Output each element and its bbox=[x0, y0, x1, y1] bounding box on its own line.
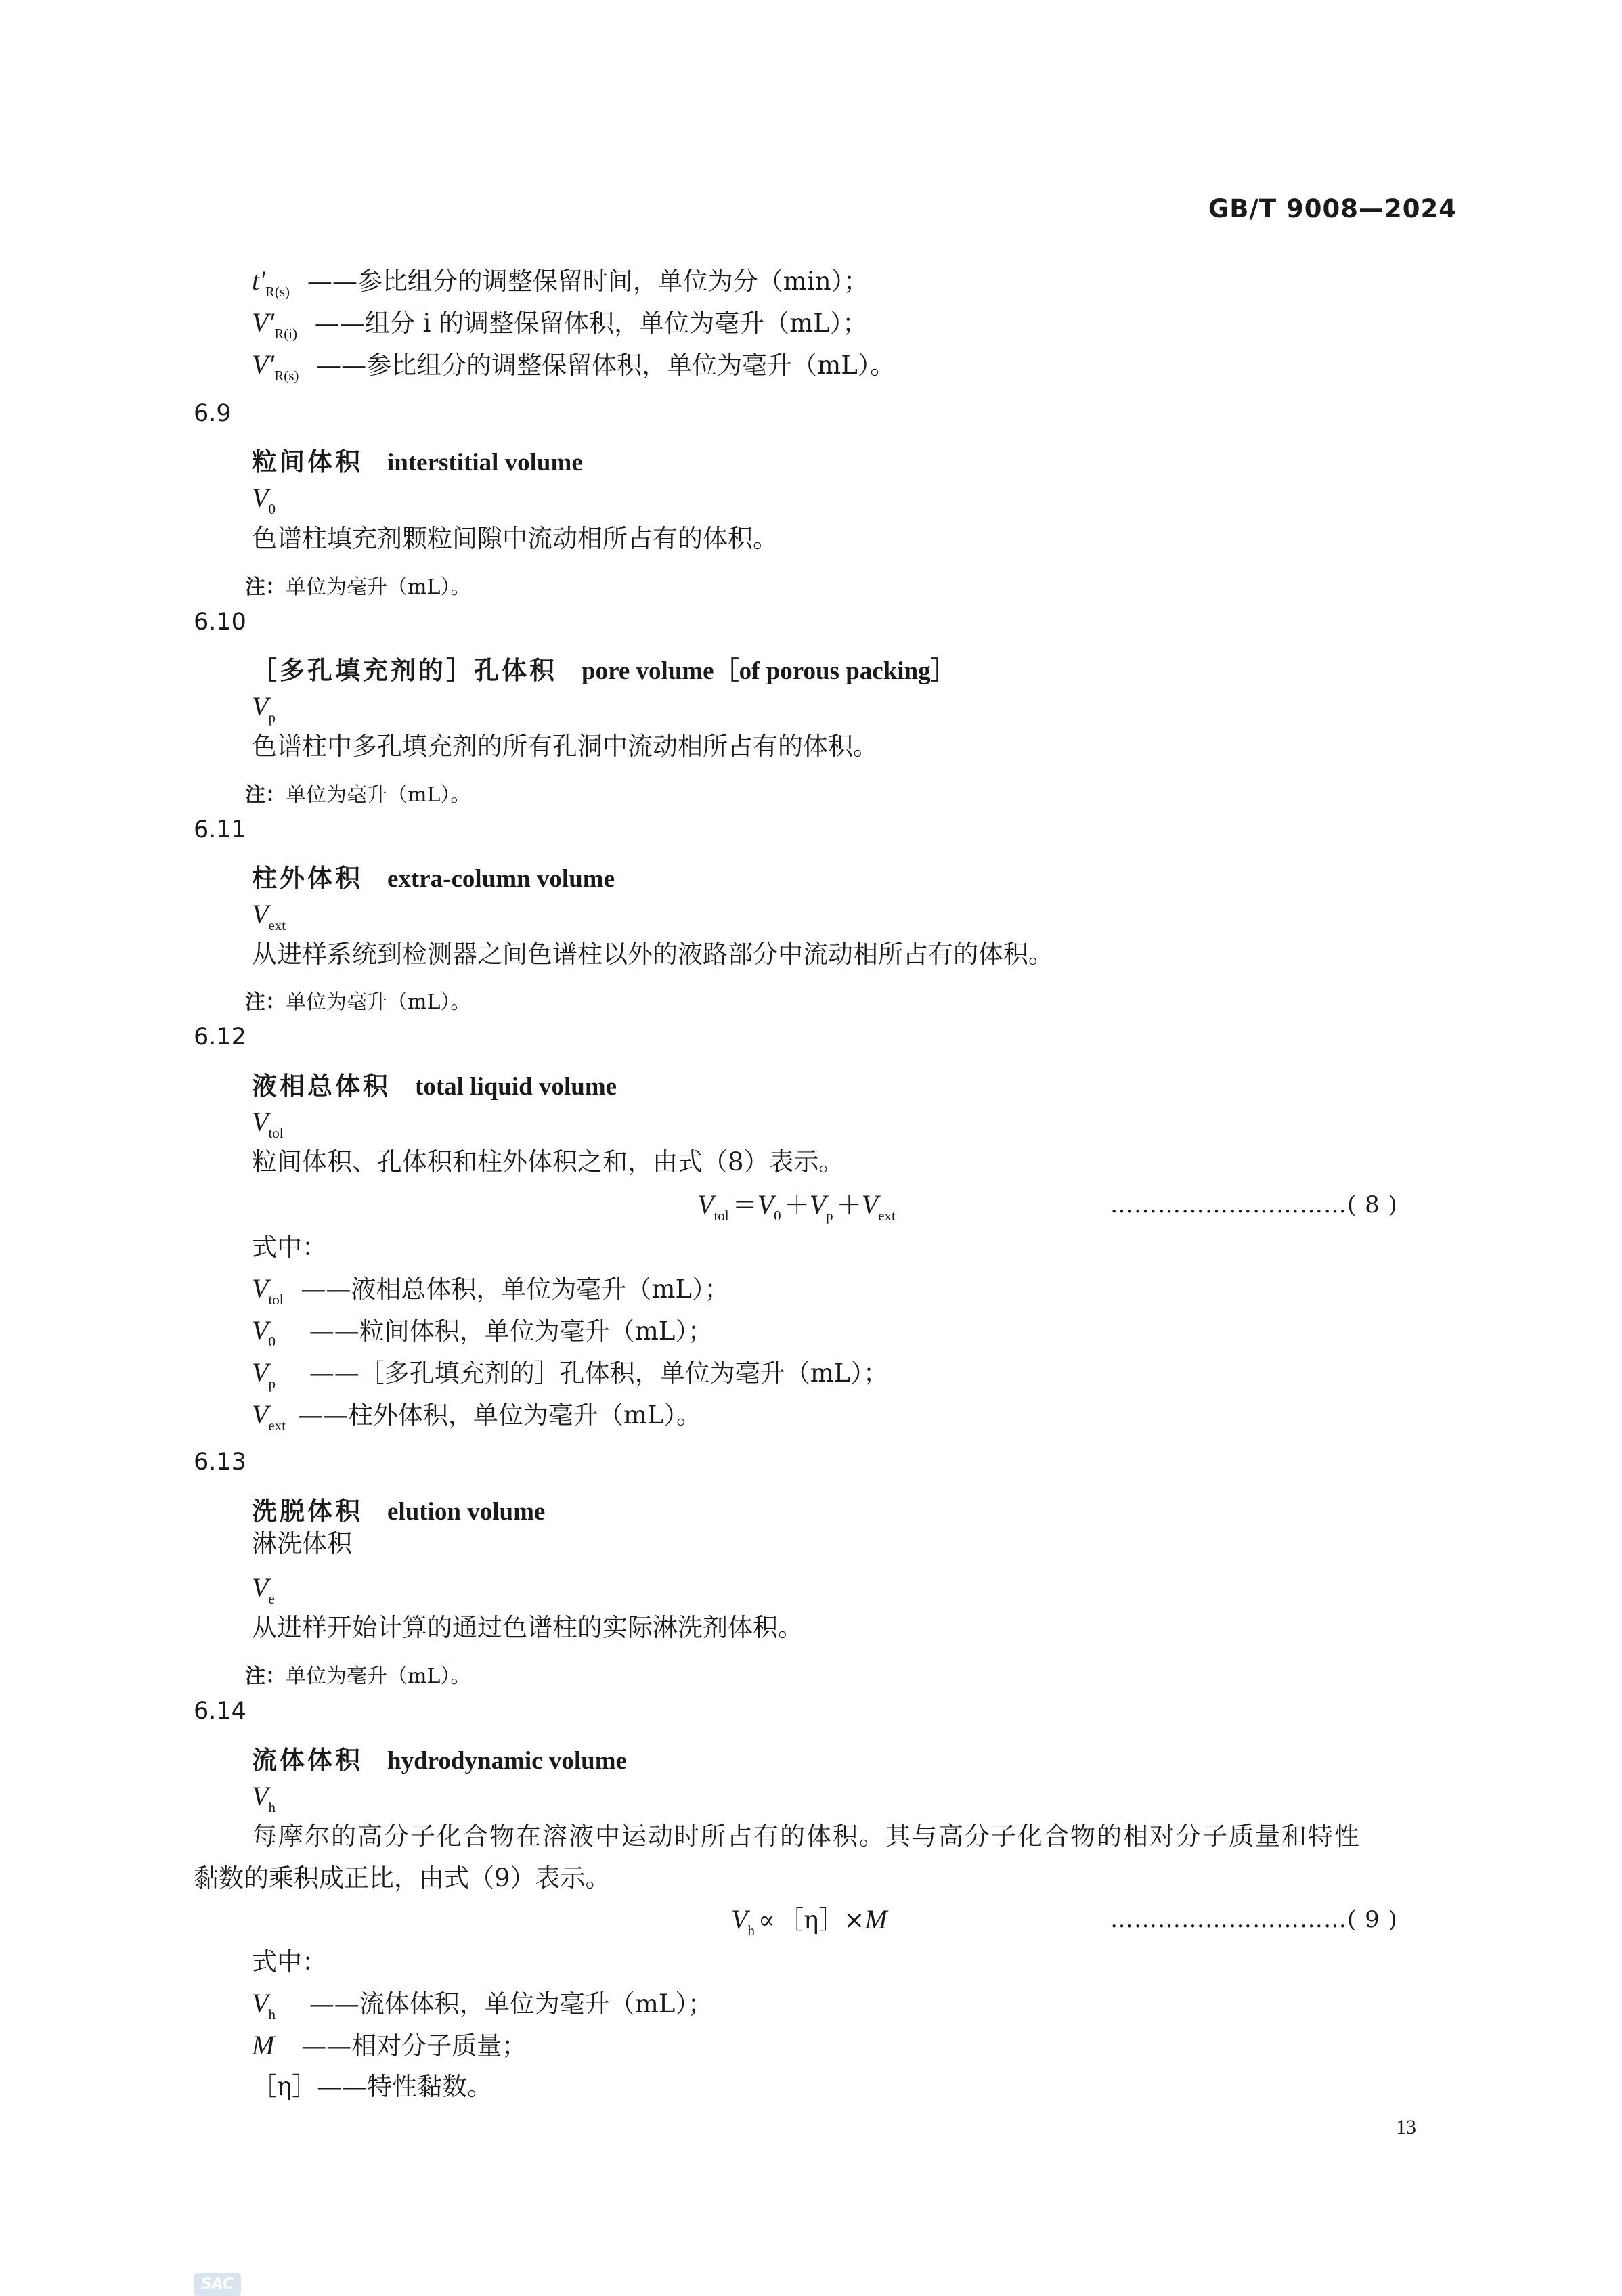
definition-line: $V_{ext}$ ——柱外体积，单位为毫升（mL）。 bbox=[252, 1399, 702, 1434]
where-label: 式中： bbox=[252, 1947, 327, 1977]
sac-logo: SAC bbox=[194, 2273, 241, 2296]
term-definition-continued: 黏数的乘积成正比，由式（9）表示。 bbox=[194, 1863, 611, 1893]
term-definition: 色谱柱填充剂颗粒间隙中流动相所占有的体积。 bbox=[252, 524, 778, 553]
term-note: 注：单位为毫升（mL）。 bbox=[245, 1664, 471, 1688]
term-synonym: 淋洗体积 bbox=[252, 1529, 352, 1558]
definition-line: $V_{tol}$ ——液相总体积，单位为毫升（mL）； bbox=[252, 1273, 730, 1308]
equation-number: …………………………( 9 ) bbox=[1110, 1906, 1398, 1933]
term-symbol: V0 bbox=[252, 483, 276, 517]
term-heading: 洗脱体积 elution volume bbox=[252, 1497, 546, 1526]
where-label: 式中： bbox=[252, 1233, 327, 1262]
clause-number: 6.10 bbox=[194, 609, 246, 636]
definition-line: ［η］——特性黏数。 bbox=[252, 2072, 493, 2101]
definition-line: M ——相对分子质量； bbox=[252, 2030, 527, 2060]
term-note: 注：单位为毫升（mL）。 bbox=[245, 575, 471, 599]
term-definition: 每摩尔的高分子化合物在溶液中运动时所占有的体积。其与高分子化合物的相对分子质量和特性 bbox=[252, 1822, 1361, 1851]
term-definition: 粒间体积、孔体积和柱外体积之和，由式（8）表示。 bbox=[252, 1147, 844, 1176]
equation-number: …………………………( 8 ) bbox=[1110, 1191, 1398, 1218]
standard-code: GB/T 9008—2024 bbox=[1208, 194, 1457, 223]
clause-number: 6.11 bbox=[194, 816, 246, 843]
formula-9: Vh ∝ ［η］×M bbox=[731, 1904, 887, 1939]
definition-line: $V_p$ ——［多孔填充剂的］孔体积，单位为毫升（mL）； bbox=[252, 1357, 888, 1392]
clause-number: 6.14 bbox=[194, 1698, 246, 1725]
definition-line: $V'_{R(i)}$ ——组分 i 的调整保留体积，单位为毫升（mL）； bbox=[252, 307, 868, 342]
clause-number: 6.13 bbox=[194, 1449, 246, 1476]
definition-line: $V_0$ ——粒间体积，单位为毫升（mL）； bbox=[252, 1315, 713, 1350]
page-number: 13 bbox=[1396, 2116, 1416, 2138]
term-definition: 从进样开始计算的通过色谱柱的实际淋洗剂体积。 bbox=[252, 1613, 803, 1642]
definition-line: $V'_{R(s)}$ ——参比组分的调整保留体积，单位为毫升（mL）。 bbox=[252, 349, 896, 384]
term-heading: 流体体积 hydrodynamic volume bbox=[252, 1746, 627, 1775]
definition-line: $V_h$ ——流体体积，单位为毫升（mL）； bbox=[252, 1988, 713, 2023]
term-symbol: Vtol bbox=[252, 1107, 284, 1141]
term-symbol: Ve bbox=[252, 1572, 275, 1607]
term-note: 注：单位为毫升（mL）。 bbox=[245, 783, 471, 807]
term-note: 注：单位为毫升（mL）。 bbox=[245, 990, 471, 1014]
term-symbol: Vext bbox=[252, 899, 286, 933]
term-heading: 柱外体积 extra-column volume bbox=[252, 864, 615, 893]
clause-number: 6.9 bbox=[194, 400, 232, 427]
term-heading: ［多孔填充剂的］孔体积 pore volume［of porous packing］ bbox=[252, 656, 956, 685]
definition-line: $t'_{R(s)}$ ——参比组分的调整保留时间，单位为分（min）； bbox=[252, 265, 869, 300]
term-heading: 粒间体积 interstitial volume bbox=[252, 447, 583, 477]
formula-8: Vtol ＝V0 ＋Vp ＋Vext bbox=[697, 1189, 896, 1224]
term-heading: 液相总体积 total liquid volume bbox=[252, 1072, 617, 1101]
clause-number: 6.12 bbox=[194, 1023, 246, 1051]
term-symbol: Vp bbox=[252, 691, 276, 726]
term-definition: 色谱柱中多孔填充剂的所有孔洞中流动相所占有的体积。 bbox=[252, 732, 878, 761]
term-symbol: Vh bbox=[252, 1781, 276, 1815]
term-definition: 从进样系统到检测器之间色谱柱以外的液路部分中流动相所占有的体积。 bbox=[252, 940, 1053, 969]
